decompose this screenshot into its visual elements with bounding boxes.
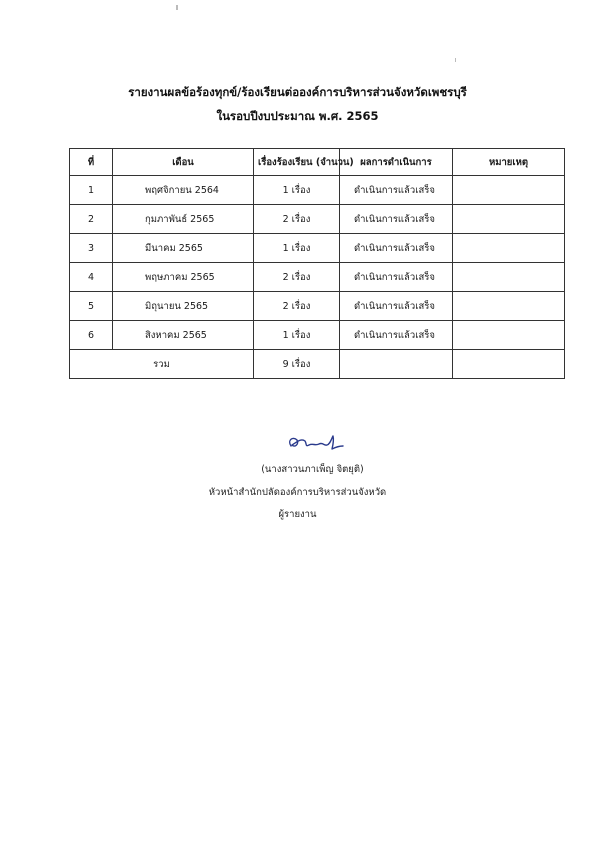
header-count: เรื่องร้องเรียน (จำนวน) <box>254 149 340 176</box>
cell-count: 2 เรื่อง <box>254 205 340 234</box>
scan-speck <box>176 5 178 10</box>
header-no: ที่ <box>70 149 113 176</box>
cell-no: 1 <box>70 176 113 205</box>
cell-no: 5 <box>70 292 113 321</box>
table-row <box>70 176 565 205</box>
cell-count: 1 เรื่อง <box>254 176 340 205</box>
cell-no: 4 <box>70 263 113 292</box>
handwritten-signature <box>283 428 345 454</box>
signer-name: (นางสาวนภาเพ็ญ จิตยุติ) <box>261 464 364 475</box>
complaint-report-table <box>69 148 565 379</box>
table-header-row <box>70 149 565 176</box>
cell-result: ดำเนินการแล้วเสร็จ <box>340 263 453 292</box>
document-title: รายงานผลข้อร้องทุกข์/ร้องเรียนต่อองค์การบริหารส่วนจังหวัดเพชรบุรี <box>128 85 467 99</box>
cell-month: มีนาคม 2565 <box>113 234 254 263</box>
header-result: ผลการดำเนินการ <box>340 149 453 176</box>
cell-count: 2 เรื่อง <box>254 292 340 321</box>
scan-speck <box>455 58 456 62</box>
header-month: เดือน <box>113 149 254 176</box>
document-subtitle: ในรอบปีงบประมาณ พ.ศ. 2565 <box>216 109 379 123</box>
cell-count: 1 เรื่อง <box>254 234 340 263</box>
cell-note <box>453 263 565 292</box>
table-total-row <box>70 350 565 379</box>
total-note-empty <box>453 350 565 379</box>
cell-no: 6 <box>70 321 113 350</box>
total-count: 9 เรื่อง <box>254 350 340 379</box>
cell-month: มิถุนายน 2565 <box>113 292 254 321</box>
cell-no: 2 <box>70 205 113 234</box>
total-result-empty <box>340 350 453 379</box>
header-note: หมายเหตุ <box>453 149 565 176</box>
cell-month: กุมภาพันธ์ 2565 <box>113 205 254 234</box>
cell-month: พฤษภาคม 2565 <box>113 263 254 292</box>
cell-count: 1 เรื่อง <box>254 321 340 350</box>
signer-position: หัวหน้าสำนักปลัดองค์การบริหารส่วนจังหวัด <box>208 487 387 498</box>
cell-month: พฤศจิกายน 2564 <box>113 176 254 205</box>
cell-result: ดำเนินการแล้วเสร็จ <box>340 176 453 205</box>
cell-result: ดำเนินการแล้วเสร็จ <box>340 321 453 350</box>
cell-note <box>453 234 565 263</box>
cell-note <box>453 176 565 205</box>
cell-note <box>453 205 565 234</box>
signer-role: ผู้รายงาน <box>278 509 317 520</box>
total-label: รวม <box>70 350 254 379</box>
cell-no: 3 <box>70 234 113 263</box>
cell-count: 2 เรื่อง <box>254 263 340 292</box>
cell-result: ดำเนินการแล้วเสร็จ <box>340 234 453 263</box>
table-row <box>70 321 565 350</box>
table-row <box>70 234 565 263</box>
table-row <box>70 292 565 321</box>
cell-result: ดำเนินการแล้วเสร็จ <box>340 292 453 321</box>
cell-result: ดำเนินการแล้วเสร็จ <box>340 205 453 234</box>
cell-month: สิงหาคม 2565 <box>113 321 254 350</box>
cell-note <box>453 292 565 321</box>
table-row <box>70 205 565 234</box>
cell-note <box>453 321 565 350</box>
table-row <box>70 263 565 292</box>
